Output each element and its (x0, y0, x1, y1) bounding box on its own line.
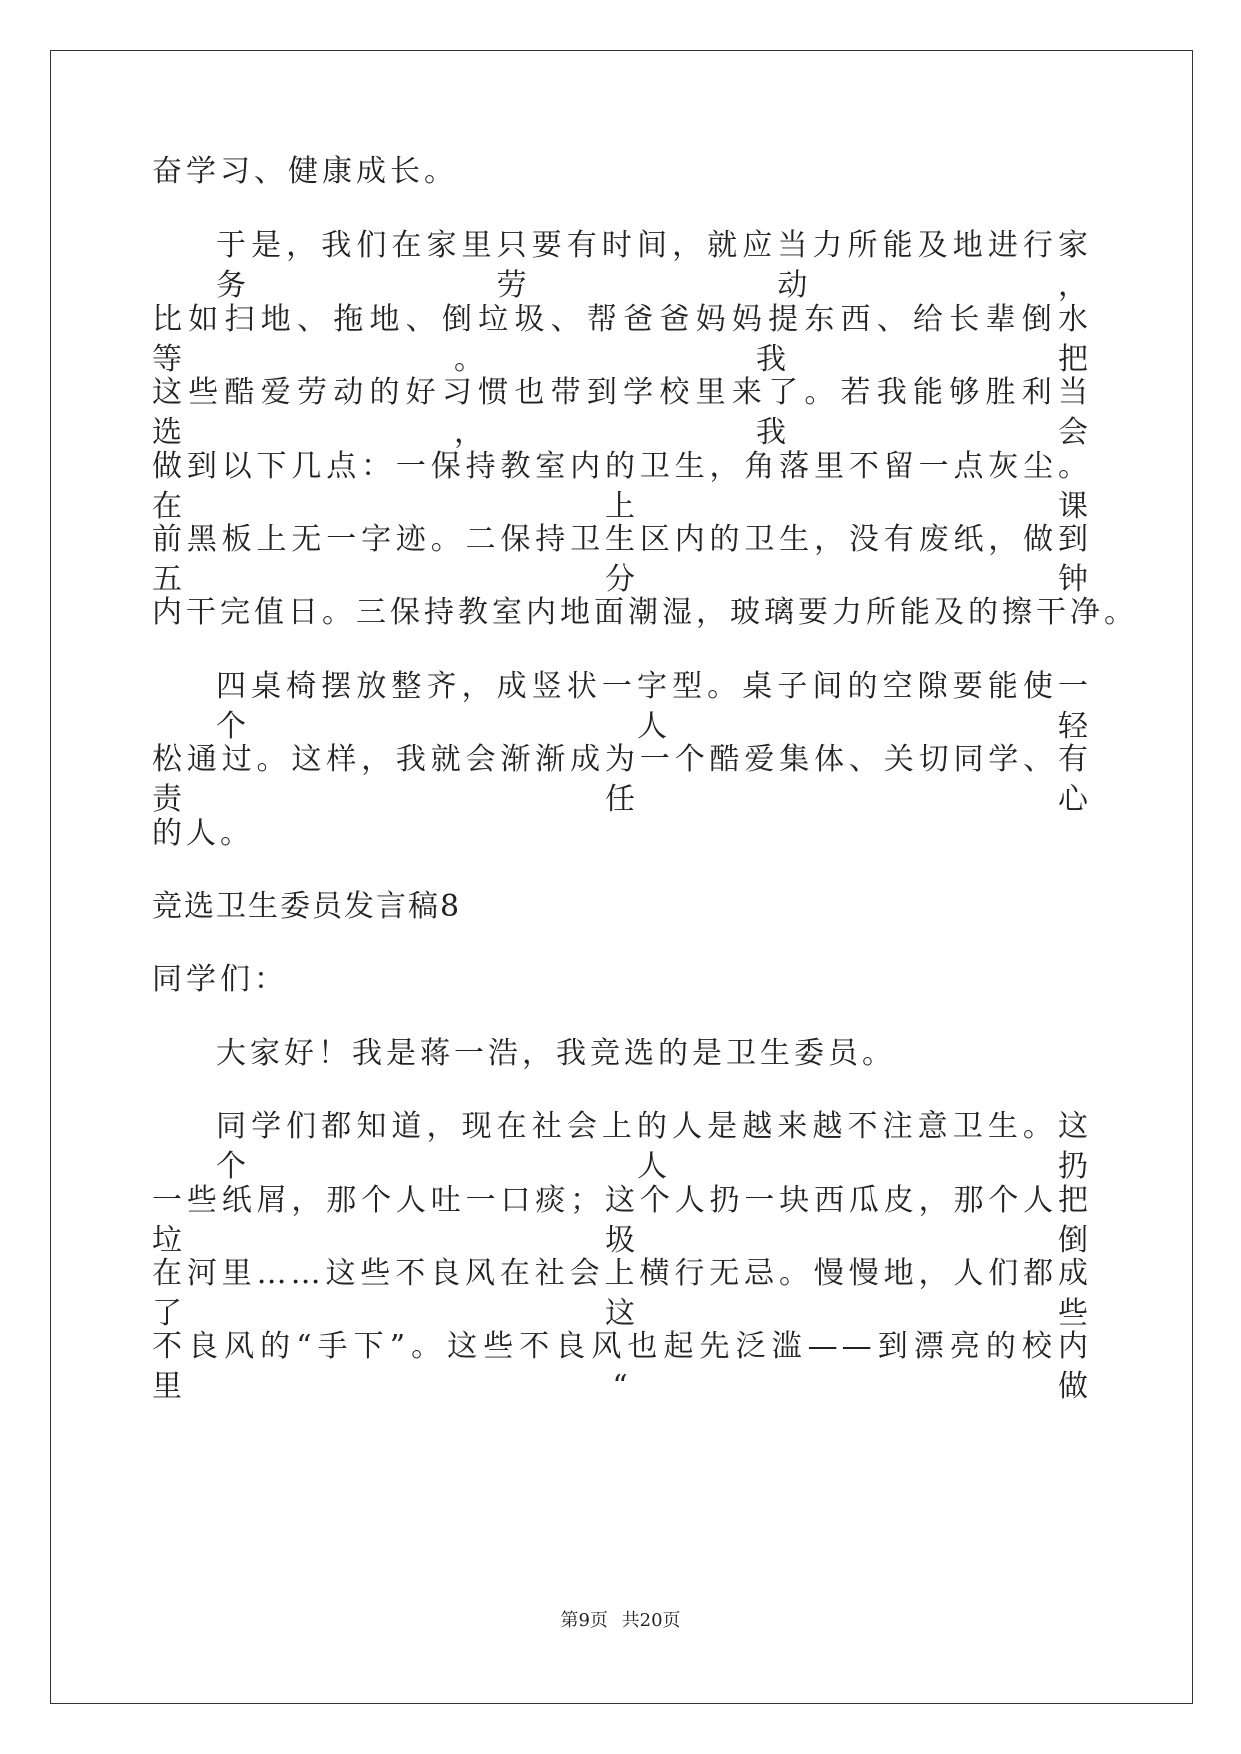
text-line: 前黑板上无一字迹。二保持卫生区内的卫生，没有废纸，做到五分钟 (152, 522, 1092, 597)
page-footer (0, 1609, 1241, 1633)
text-line: 松通过。这样，我就会渐渐成为一个酷爱集体、关切同学、有责任心 (152, 742, 1092, 817)
text-line: 的人。 (152, 816, 254, 851)
paragraph-start-line: 同学们都知道，现在社会上的人是越来越不注意卫生。这个人扔 (216, 1109, 1092, 1184)
paragraph-start-line: 四桌椅摆放整齐，成竖状一字型。桌子间的空隙要能使一个人轻 (216, 669, 1092, 744)
paragraph-start-line: 大家好！我是蒋一浩，我竞选的是卫生委员。 (216, 1036, 896, 1071)
text-line: 做到以下几点：一保持教室内的卫生，角落里不留一点灰尘。在上课 (152, 449, 1092, 524)
text-line: 在河里……这些不良风在社会上横行无忌。慢慢地，人们都成了这些 (152, 1256, 1092, 1331)
text-line: 内干完值日。三保持教室内地面潮湿，玻璃要力所能及的擦干净。 (152, 595, 1138, 630)
page-number: 第9页 (560, 1610, 608, 1631)
text-line: 比如扫地、拖地、倒垃圾、帮爸爸妈妈提东西、给长辈倒水等。我把 (152, 302, 1092, 377)
paragraph-start-line: 于是，我们在家里只要有时间，就应当力所能及地进行家务劳动， (216, 228, 1092, 303)
section-heading: 竞选卫生委员发言稿8 (152, 889, 462, 924)
text-line: 这些酷爱劳动的好习惯也带到学校里来了。若我能够胜利当选，我会 (152, 375, 1092, 450)
text-line: 一些纸屑，那个人吐一口痰；这个人扔一块西瓜皮，那个人把垃圾倒 (152, 1183, 1092, 1258)
page-total: 共20页 (621, 1610, 681, 1631)
salutation: 同学们： (152, 962, 288, 997)
text-line: 不良风的“手下”。这些不良风也起先泛滥——到漂亮的校内里“做 (152, 1329, 1092, 1404)
text-line: 奋学习、健康成长。 (152, 154, 458, 189)
